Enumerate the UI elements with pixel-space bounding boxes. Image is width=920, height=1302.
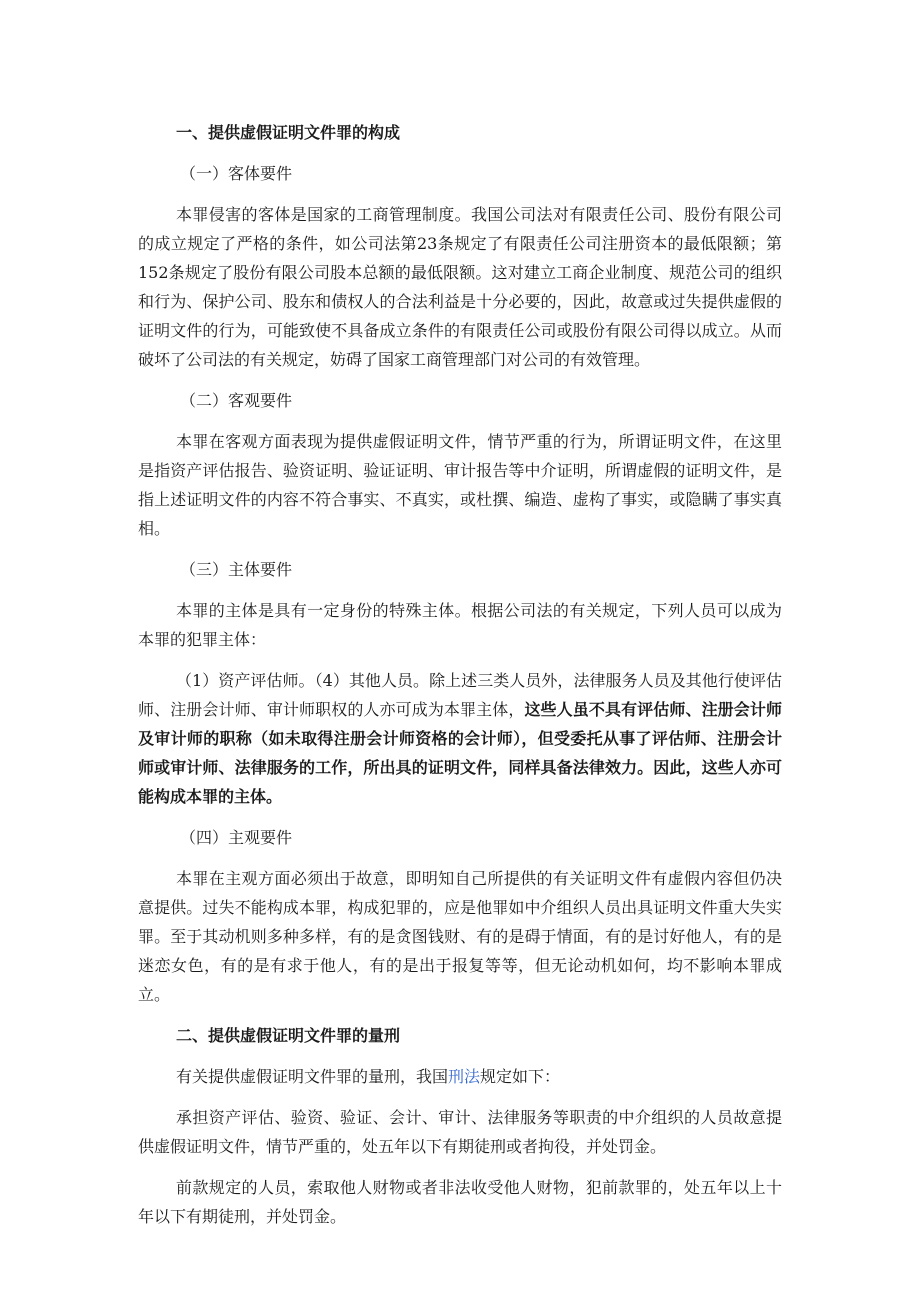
subsection-subjective-title: （四）主观要件 <box>180 828 293 847</box>
subsection-subject-item <box>138 666 782 811</box>
subsection-subject-body: 本罪的主体是具有一定身份的特殊主体。根据公司法的有关规定，下列人员可以成为本罪的犯罪主体： <box>138 601 782 649</box>
subsection-subjective-body: 本罪在主观方面必须出于故意，即明知自己所提供的有关证明文件有虚假内容但仍决意提供。过失不能构成本罪，构成犯罪的，应是他罪如中介组织人员出具证明文件重大失实罪。至于其动机则多种多样，有的是贪图钱财、有的是碍于情面，有的是讨好他人，有的是迷恋女色，有的是有求于他人，有的是出于报复等等，但无论动机如何，均不影响本罪成立。 <box>138 869 782 1004</box>
sentencing-intro-before: 有关提供虚假证明文件罪的量刑，我国 <box>176 1067 449 1086</box>
subject-item-plain: （1）资产评估师。（4）其他人员。除上述三类人员外，法律服务人员及其他行使评估师、注册会计师、审计师职权的人亦可成为本罪主体， <box>138 671 782 719</box>
section-2-title: 二、提供虚假证明文件罪的量刑 <box>176 1026 401 1045</box>
subsection-object-title: （一）客体要件 <box>180 164 293 183</box>
subsection-object-body: 本罪侵害的客体是国家的工商管理制度。我国公司法对有限责任公司、股份有限公司的成立规定了严格的条件，如公司法第23条规定了有限责任公司注册资本的最低限额；第152条规定了股份有限公司股本总额的最低限额。这对建立工商企业制度、规范公司的组织和行为、保护公司、股东和债权人的合法利益是十分必要的，因此，故意或过失提供虚假的证明文件的行为，可能致使不具备成立条件的有限责任公司或股份有限公司得以成立。从而破坏了公司法的有关规定，妨碍了国家工商管理部门对公司的有效管理。 <box>138 205 782 369</box>
subsection-objective-title: （二）客观要件 <box>180 391 293 410</box>
subject-item-bold: 这些人虽不具有评估师、注册会计师及审计师的职称（如未取得注册会计师资格的会计师），但受委托从事了评估师、注册会计师或审计师、法律服务的工作，所出具的证明文件，同样具备法律效力。因此，这些人亦可能构成本罪的主体。 <box>138 700 782 806</box>
criminal-law-link[interactable]: 刑法 <box>448 1067 481 1086</box>
section-1-title: 一、提供虚假证明文件罪的构成 <box>176 123 401 142</box>
sentencing-intro-after: 规定如下： <box>480 1067 561 1086</box>
sentencing-para-2: 前款规定的人员，索取他人财物或者非法收受他人财物，犯前款罪的，处五年以上十年以下有期徒刑，并处罚金。 <box>138 1178 782 1226</box>
subsection-subject-title: （三）主体要件 <box>180 560 293 579</box>
sentencing-intro <box>138 1062 782 1091</box>
subsection-objective-body: 本罪在客观方面表现为提供虚假证明文件，情节严重的行为，所谓证明文件，在这里是指资产评估报告、验资证明、验证证明、审计报告等中介证明，所谓虚假的证明文件，是指上述证明文件的内容不符合事实、不真实，或杜撰、编造、虚构了事实，或隐瞒了事实真相。 <box>138 432 782 538</box>
document-page <box>138 118 782 1243</box>
sentencing-para-1: 承担资产评估、验资、验证、会计、审计、法律服务等职责的中介组织的人员故意提供虚假证明文件，情节严重的，处五年以下有期徒刑或者拘役，并处罚金。 <box>138 1108 782 1156</box>
